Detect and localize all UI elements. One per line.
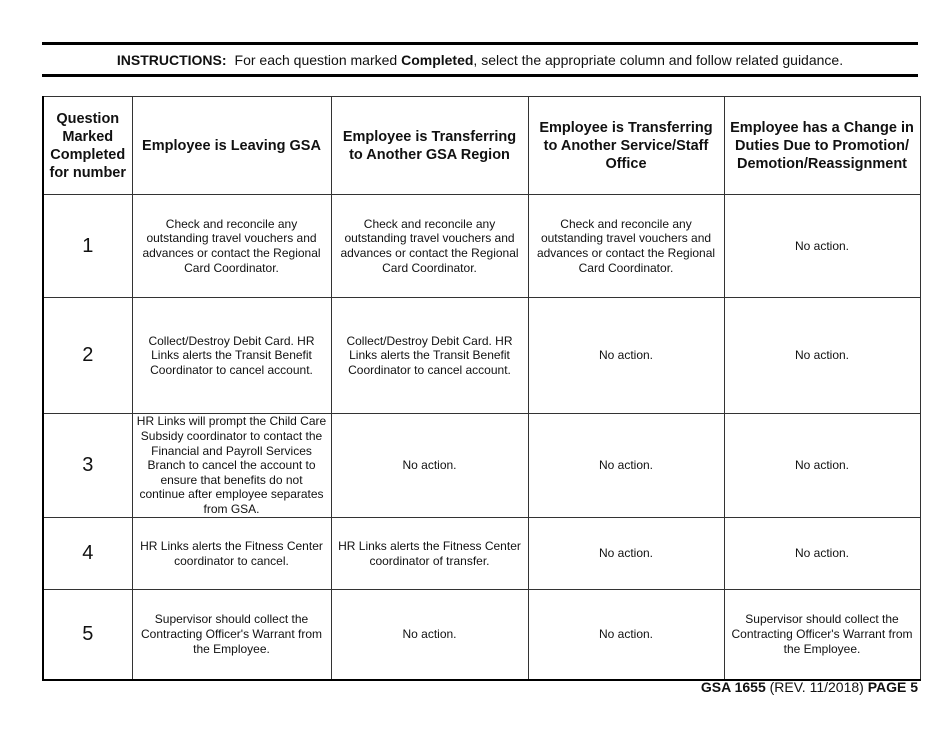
instructions-bar [42, 42, 918, 77]
cell-duties: No action. [724, 298, 920, 414]
cell-region: No action. [331, 414, 528, 518]
form-revision: (REV. 11/2018) [769, 679, 864, 695]
cell-office: Check and reconcile any outstanding travel vouchers and advances or contact the Regional Card Coordinator. [528, 195, 724, 298]
cell-region: Check and reconcile any outstanding travel vouchers and advances or contact the Regional Card Coordinator. [331, 195, 528, 298]
table-row [43, 414, 920, 518]
cell-office: No action. [528, 518, 724, 590]
cell-duties: Supervisor should collect the Contracting Officer's Warrant from the Employee. [724, 590, 920, 680]
header-transfer-office: Employee is Transferring to Another Service/Staff Office [528, 97, 724, 195]
form-number: GSA 1655 [700, 679, 766, 695]
guidance-table [42, 96, 921, 681]
cell-duties: No action. [724, 195, 920, 298]
cell-duties: No action. [724, 414, 920, 518]
cell-leaving: Supervisor should collect the Contracting Officer's Warrant from the Employee. [132, 590, 331, 680]
page-number: PAGE 5 [867, 679, 918, 695]
cell-leaving: HR Links will prompt the Child Care Subsidy coordinator to contact the Financial and Payroll Services Branch to cancel the account to ensure that benefits do not continue after employee separates from GSA. [132, 414, 331, 518]
cell-region: Collect/Destroy Debit Card. HR Links alerts the Transit Benefit Coordinator to cancel account. [331, 298, 528, 414]
cell-leaving: Collect/Destroy Debit Card. HR Links alerts the Transit Benefit Coordinator to cancel account. [132, 298, 331, 414]
cell-office: No action. [528, 414, 724, 518]
row-number: 2 [43, 298, 132, 414]
instructions-text-pre: For each question marked [234, 51, 398, 68]
cell-office: No action. [528, 590, 724, 680]
instructions-text-post: , select the appropriate column and follow related guidance. [473, 51, 844, 68]
cell-leaving: Check and reconcile any outstanding travel vouchers and advances or contact the Regional Card Coordinator. [132, 195, 331, 298]
table-row [43, 298, 920, 414]
cell-duties: No action. [724, 518, 920, 590]
header-transfer-region: Employee is Transferring to Another GSA Region [331, 97, 528, 195]
header-change-duties: Employee has a Change in Duties Due to Promotion/ Demotion/Reassignment [724, 97, 920, 195]
row-number: 1 [43, 195, 132, 298]
form-footer [701, 679, 918, 695]
instructions-emphasis: Completed [401, 51, 474, 68]
cell-region: HR Links alerts the Fitness Center coordinator of transfer. [331, 518, 528, 590]
cell-region: No action. [331, 590, 528, 680]
table-header-row [43, 97, 920, 195]
row-number: 3 [43, 414, 132, 518]
header-leaving-gsa: Employee is Leaving GSA [132, 97, 331, 195]
table-row [43, 195, 920, 298]
table-row [43, 590, 920, 680]
row-number: 4 [43, 518, 132, 590]
cell-leaving: HR Links alerts the Fitness Center coordinator to cancel. [132, 518, 331, 590]
row-number: 5 [43, 590, 132, 680]
cell-office: No action. [528, 298, 724, 414]
header-question-number: Question Marked Completed for number [43, 97, 132, 195]
table-row [43, 518, 920, 590]
instructions-label: INSTRUCTIONS: [116, 51, 227, 68]
